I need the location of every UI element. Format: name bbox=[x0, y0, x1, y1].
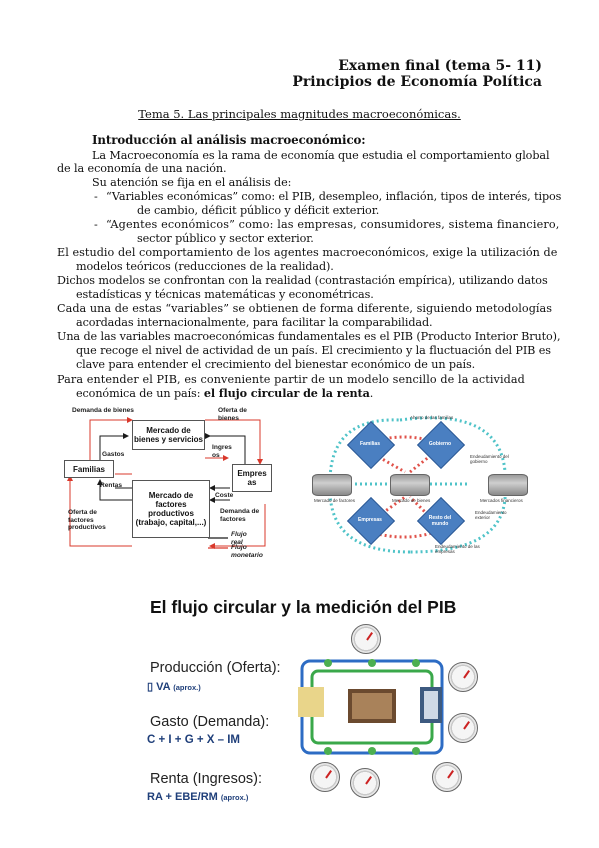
intro-heading bbox=[92, 134, 366, 147]
gauge-produccion-icon bbox=[351, 624, 381, 654]
box-familias: Familias bbox=[64, 460, 114, 478]
header-line-1: Examen final (tema 5- 11) bbox=[338, 58, 542, 74]
node-gobierno-label: Gobierno bbox=[428, 441, 452, 447]
paragraph-5-line-2: acordadas internacionalmente, para facilitar la comparabilidad. bbox=[76, 316, 433, 329]
drum-mercado-factores bbox=[312, 474, 352, 496]
label-flujo-real: Flujo real bbox=[231, 531, 247, 546]
pib-slide-title: El flujo circular y la medición del PIB bbox=[150, 597, 457, 617]
gasto-formula: C + I + G + X – IM bbox=[147, 734, 240, 746]
bullet-1-line-2: de cambio, déficit público y déficit exterior. bbox=[137, 204, 380, 217]
produccion-label: Producción (Oferta): bbox=[150, 660, 281, 676]
label-mercados-financieros: Mercados financieros bbox=[480, 498, 523, 503]
paragraph-7-plain: económica de un país: bbox=[76, 387, 204, 400]
label-mercado-factores: Mercado de factores bbox=[314, 498, 356, 503]
produccion-formula-box: ▯ bbox=[147, 681, 154, 693]
produccion-formula bbox=[147, 680, 201, 693]
paragraph-4-line-1: Dichos modelos se confrontan con la realidad (contrastación empírica), utilizando datos bbox=[57, 274, 548, 287]
label-ingresos: Ingres os bbox=[212, 444, 232, 459]
produccion-formula-va: VA bbox=[156, 681, 171, 693]
gauge-renta-1-icon bbox=[310, 762, 340, 792]
gauge-produccion-right-icon bbox=[448, 662, 478, 692]
box-mercado-bienes: Mercado de bienes y servicios bbox=[132, 420, 205, 450]
renta-label: Renta (Ingresos): bbox=[150, 771, 263, 787]
intro-heading-colon: : bbox=[361, 133, 366, 147]
circular-flow-diagram-simple bbox=[60, 407, 285, 559]
bullet-dash-2: - bbox=[94, 218, 98, 231]
label-flujo-monetario: Flujo monetario bbox=[231, 544, 263, 559]
paragraph-6-line-3: clave para entender el crecimiento del bienestar económico de un país. bbox=[76, 358, 476, 371]
paragraph-7-line-2 bbox=[76, 387, 373, 400]
paragraph-7-end: . bbox=[369, 387, 374, 400]
paragraph-6-line-2: que recoge el nivel de actividad de un país. El crecimiento y la fluctuación del PIB es bbox=[76, 344, 551, 357]
renta-approx: (aprox.) bbox=[220, 793, 249, 802]
label-endeudamiento-gobierno: Endeudamiento del gobierno bbox=[470, 454, 509, 464]
label-mercado-bienes: Mercado de bienes bbox=[392, 498, 431, 503]
paragraph-7-line-1: Para entender el PIB, es conveniente partir de un modelo sencillo de la actividad bbox=[57, 373, 525, 386]
label-demanda-bienes: Demanda de bienes bbox=[72, 407, 134, 414]
pib-flow-arrows bbox=[298, 657, 446, 757]
gauge-gasto-icon bbox=[448, 713, 478, 743]
bullet-1-line-1: “Variables económicas” como: el PIB, desempleo, inflación, tipos de interés, tipos bbox=[106, 190, 562, 203]
gasto-label: Gasto (Demanda): bbox=[150, 714, 270, 730]
bullet-2-line-2: sector público y sector exterior. bbox=[137, 232, 314, 245]
gauge-renta-2-icon bbox=[350, 768, 380, 798]
section-subtitle: Tema 5. Las principales magnitudes macroeconómicas. bbox=[138, 107, 461, 121]
paragraph-5-line-1: Cada una de estas “variables” se obtienen de forma diferente, siguiendo metodologías bbox=[57, 302, 553, 315]
produccion-approx: (aprox.) bbox=[173, 683, 201, 692]
paragraph-7-bold: el flujo circular de la renta bbox=[203, 386, 370, 400]
paragraph-1-line-2: de la economía de una nación. bbox=[57, 162, 227, 175]
node-familias-label: Familias bbox=[359, 441, 380, 447]
paragraph-2: Su atención se fija en el análisis de: bbox=[92, 176, 292, 189]
gauge-renta-3-icon bbox=[432, 762, 462, 792]
intro-heading-text: Introducción al análisis macroeconómico bbox=[92, 133, 362, 147]
label-endeudamiento-empresas: Endeudamiento de las empresas bbox=[435, 544, 480, 554]
bullet-dash-1: - bbox=[94, 190, 98, 203]
box-mercado-factores: Mercado de factores productivos (trabajo, capital,...) bbox=[132, 480, 210, 538]
drum-mercados-financieros bbox=[488, 474, 528, 496]
label-endeudamiento-exterior: Endeudamiento exterior bbox=[475, 510, 507, 520]
pib-flow-picture bbox=[298, 657, 446, 757]
node-empresas-label: Empresas bbox=[358, 517, 382, 523]
renta-formula-text: RA + EBE/RM bbox=[147, 791, 218, 803]
paragraph-3-line-2: modelos teóricos (reducciones de la realidad). bbox=[76, 260, 334, 273]
label-oferta-bienes: Oferta de bienes bbox=[218, 407, 247, 422]
label-demanda-factores: Demanda de factores bbox=[220, 508, 260, 523]
label-rentas: Rentas bbox=[100, 482, 122, 489]
paragraph-4-line-2: estadísticas y técnicas matemáticas y econométricas. bbox=[76, 288, 374, 301]
renta-formula bbox=[147, 791, 248, 803]
drum-mercado-bienes bbox=[390, 474, 430, 496]
bullet-2-line-1: “Agentes económicos” como: las empresas, consumidores, sistema financiero, bbox=[106, 218, 560, 231]
paragraph-3-line-1: El estudio del comportamiento de los agentes macroeconómicos, exige la utilización de bbox=[57, 246, 558, 259]
node-resto-mundo-label: Resto del mundo bbox=[428, 515, 452, 527]
label-coste: Coste bbox=[215, 492, 234, 499]
circular-flow-diagram-complex bbox=[310, 412, 535, 560]
label-oferta-factores: Oferta de factores productivos bbox=[68, 509, 106, 531]
box-empresas: Empres as bbox=[232, 464, 272, 492]
label-ahorro: Ahorro de las familias bbox=[410, 415, 454, 420]
label-gastos: Gastos bbox=[102, 451, 125, 458]
paragraph-6-line-1: Una de las variables macroeconómicas fundamentales es el PIB (Producto Interior Bruto), bbox=[57, 330, 561, 343]
paragraph-1-line-1: La Macroeconomía es la rama de economía que estudia el comportamiento global bbox=[92, 149, 550, 162]
header-line-2: Principios de Economía Política bbox=[292, 74, 542, 90]
